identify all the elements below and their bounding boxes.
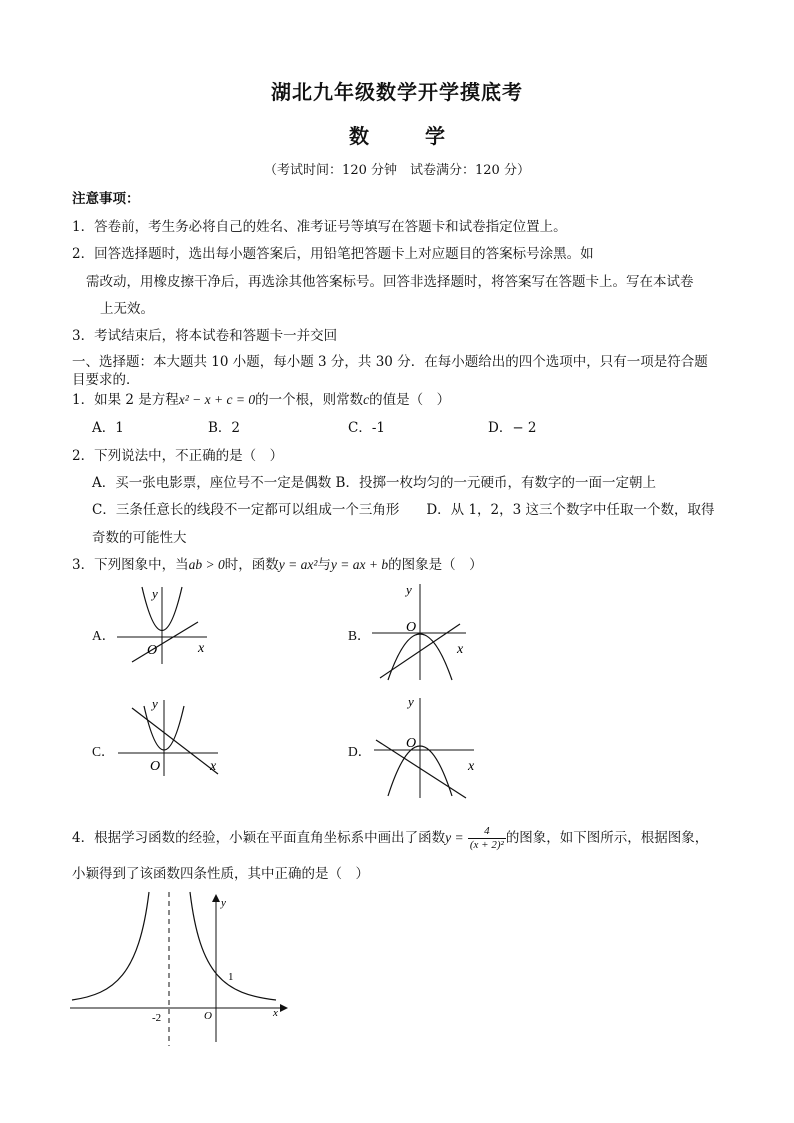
notice-item-2-end: 上无效。 (100, 301, 154, 317)
q3-option-d-label: D． (348, 744, 372, 759)
axis-y-label: y (152, 586, 158, 601)
origin-label: O (406, 620, 417, 635)
q4-function-fraction (468, 825, 506, 852)
origin-label: O (204, 1010, 212, 1022)
q1-var: c (363, 392, 370, 407)
q1-option-d: D．− 2 (488, 420, 537, 436)
q4-graph (64, 890, 294, 1050)
q1-option-c: C．-1 (348, 420, 385, 436)
notice-item-1: 1．答卷前，考生务必将自己的姓名、准考证号等填写在答题卡和试卷指定位置上。 (72, 219, 567, 235)
origin-label: O (147, 643, 158, 658)
tick-x-neg2: -2 (152, 1012, 162, 1024)
section-intro-line2: 目要求的． (72, 372, 140, 388)
axis-x-label: x (210, 759, 217, 774)
axis-y-label: y (152, 696, 158, 711)
q4-stem-b: 的图象，如下图所示，根据图象， (505, 830, 709, 846)
q3-condition: ab > 0 (188, 557, 225, 572)
axis-x-label: x (457, 642, 464, 657)
q3-graph-b (368, 578, 472, 682)
subject-title (0, 120, 794, 149)
q3-stem-c: 与 (317, 557, 331, 573)
q4-stem-a: 4．根据学习函数的经验，小颖在平面直角坐标系中画出了函数 (72, 830, 446, 846)
axis-y-label: y (408, 694, 414, 709)
q1-stem (72, 388, 450, 408)
q1-option-b: B．2 (208, 420, 241, 436)
q1-stem-c: 的值是（ ） (369, 392, 451, 408)
q1-option-a: A．1 (92, 420, 124, 436)
notice-item-2-cont: 需改动，用橡皮擦干净后，再选涂其他答案标号。回答非选择题时，将答案写在答题卡上。写在本试卷 (86, 274, 694, 290)
axis-y-label: y (221, 897, 226, 909)
q3-option-c-label: C． (92, 744, 115, 759)
notice-heading: 注意事项： (72, 191, 140, 207)
q3-graph-d (370, 690, 480, 800)
notice-item-2: 2．回答选择题时，选出每小题答案后，用铅笔把答题卡上对应题目的答案标号涂黑。如 (72, 246, 594, 262)
q3-function-1: y = ax² (278, 557, 318, 572)
q4-fraction-numerator: 4 (468, 825, 506, 839)
q2-line-1: A．买一张电影票，座位号不一定是偶数 B．投掷一枚均匀的一元硬币，有数字的一面一定朝上 (92, 475, 656, 491)
q3-option-b-label: B． (348, 628, 371, 643)
q3-graph-c (114, 692, 226, 778)
q1-stem-b: 的一个根，则常数 (255, 392, 364, 408)
axis-x-label: x (198, 641, 205, 656)
q3-stem (72, 553, 483, 573)
section-intro-line1: 一、选择题：本大题共 10 小题，每小题 3 分，共 30 分．在每小题给出的四个选项中，只有一项是符合题 (72, 354, 708, 370)
tick-y-1: 1 (228, 971, 234, 983)
origin-label: O (150, 759, 161, 774)
q2-stem: 2．下列说法中，不正确的是（ ） (72, 448, 284, 464)
section-intro (72, 350, 708, 370)
subject-char-2: 学 (425, 124, 445, 148)
notice-item-3: 3．考试结束后，将本试卷和答题卡一并交回 (72, 328, 338, 344)
page-title: 湖北九年级数学开学摸底考 (271, 80, 523, 104)
subject-char-1: 数 (349, 124, 369, 148)
q2-line-3: 奇数的可能性大 (92, 530, 187, 546)
q3-graph-a (112, 582, 212, 666)
q4-fraction-denominator: (x + 2)² (469, 839, 504, 851)
q3-stem-b: 时，函数 (224, 557, 279, 573)
q3-stem-d: 的图象是（ ） (388, 557, 483, 573)
exam-info: （考试时间：120 分钟 试卷满分：120 分） (264, 163, 530, 178)
axis-x-label: x (273, 1007, 278, 1019)
q3-option-a-label: A． (92, 628, 116, 643)
axis-x-label: x (468, 759, 475, 774)
q4-line-2: 小颖得到了该函数四条性质，其中正确的是（ ） (72, 866, 369, 882)
axis-y-label: y (406, 582, 412, 597)
q2-line-2: C．三条任意长的线段不一定都可以组成一个三角形 D．从 1，2，3 这三个数字中任取一个数，取得 (92, 502, 715, 518)
q1-stem-a: 1．如果 2 是方程 (72, 392, 179, 408)
q3-function-2: y = ax + b (330, 557, 389, 572)
q4-stem (72, 825, 708, 852)
q3-stem-a: 3．下列图象中，当 (72, 557, 189, 573)
q4-function-lhs: y = (445, 830, 464, 845)
q1-equation: x² − x + c = 0 (178, 392, 256, 407)
origin-label: O (406, 736, 417, 751)
